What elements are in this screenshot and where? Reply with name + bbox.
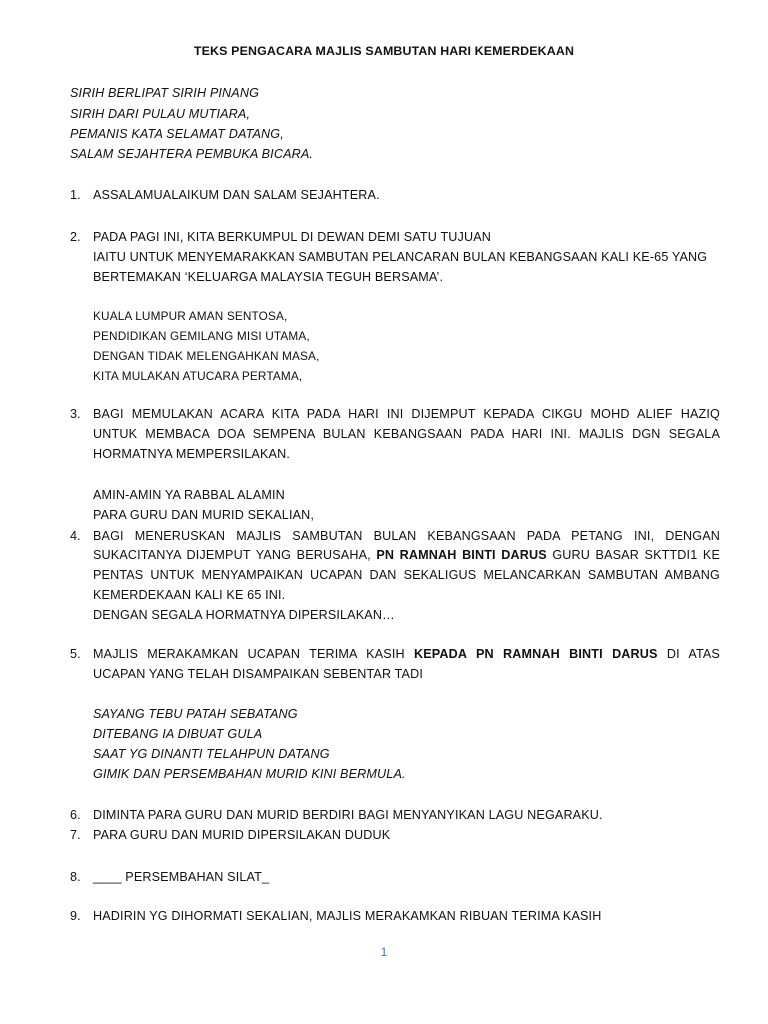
- amin-line: AMIN-AMIN YA RABBAL ALAMIN: [93, 488, 285, 502]
- item-text: HORMATNYA MEMPERSILAKAN.: [93, 447, 290, 461]
- item-text: DIMINTA PARA GURU DAN MURID BERDIRI BAGI MENYANYIKAN LAGU NEGARAKU.: [93, 808, 603, 822]
- item-text: PADA PAGI INI, KITA BERKUMPUL DI DEWAN DEMI SATU TUJUAN: [93, 230, 492, 244]
- item-text: BERTEMAKAN ‘KELUARGA MALAYSIA TEGUH BERSAMA’.: [93, 270, 444, 284]
- verse-line: KUALA LUMPUR AMAN SENTOSA,: [93, 309, 288, 323]
- pantun-line: SIRIH BERLIPAT SIRIH PINANG: [70, 86, 260, 100]
- pantun-line: SAAT YG DINANTI TELAHPUN DATANG: [93, 747, 330, 761]
- item-text: PARA GURU DAN MURID DIPERSILAKAN DUDUK: [93, 828, 391, 842]
- item-number: 9.: [70, 909, 81, 923]
- item-text: GURU BASAR SKTTDI1 KE: [552, 548, 720, 562]
- pantun-line: SIRIH DARI PULAU MUTIARA,: [70, 107, 251, 121]
- verse-line: PENDIDIKAN GEMILANG MISI UTAMA,: [93, 329, 310, 343]
- item-number: 7.: [70, 828, 81, 842]
- amin-line: PARA GURU DAN MURID SEKALIAN,: [93, 508, 315, 522]
- item-text: BAGI MENERUSKAN MAJLIS SAMBUTAN BULAN KEBANGSAAN PADA PETANG INI, DENGAN: [93, 529, 720, 543]
- pantun-line: SALAM SEJAHTERA PEMBUKA BICARA.: [70, 147, 314, 161]
- item-text: BAGI MEMULAKAN ACARA KITA PADA HARI INI DIJEMPUT KEPADA CIKGU MOHD ALIEF HAZIQ: [93, 407, 720, 421]
- item-number: 3.: [70, 407, 81, 421]
- item-text-mixed: [93, 546, 720, 564]
- item-text: DI ATAS: [666, 647, 720, 661]
- item-text: UNTUK MEMBACA DOA SEMPENA BULAN KEBANGSAAN PADA HARI INI. MAJLIS DGN SEGALA: [93, 427, 720, 441]
- item-text: ASSALAMUALAIKUM DAN SALAM SEJAHTERA.: [93, 188, 380, 202]
- item-text: ____ PERSEMBAHAN SILAT_: [93, 870, 270, 884]
- page-number: 1: [380, 945, 388, 959]
- item-number: 4.: [70, 529, 81, 543]
- document-title: TEKS PENGACARA MAJLIS SAMBUTAN HARI KEMERDEKAAN: [193, 44, 575, 58]
- verse-line: KITA MULAKAN ATUCARA PERTAMA,: [93, 369, 303, 383]
- pantun-line: SAYANG TEBU PATAH SEBATANG: [93, 707, 298, 721]
- item-text: PENTAS UNTUK MENYAMPAIKAN UCAPAN DAN SEKALIGUS MELANCARKAN SAMBUTAN AMBANG: [93, 568, 720, 582]
- verse-line: DENGAN TIDAK MELENGAHKAN MASA,: [93, 349, 320, 363]
- item-number: 6.: [70, 808, 81, 822]
- honoree-name: PN RAMNAH BINTI DARUS: [376, 548, 547, 562]
- item-text: KEMERDEKAAN KALI KE 65 INI.: [93, 588, 286, 602]
- item-text-mixed: [93, 645, 720, 663]
- item-number: 2.: [70, 230, 81, 244]
- item-number: 8.: [70, 870, 81, 884]
- pantun-line: DITEBANG IA DIBUAT GULA: [93, 727, 263, 741]
- item-text: HADIRIN YG DIHORMATI SEKALIAN, MAJLIS MERAKAMKAN RIBUAN TERIMA KASIH: [93, 909, 602, 923]
- item-text: MAJLIS MERAKAMKAN UCAPAN TERIMA KASIH: [93, 647, 405, 661]
- item-number: 5.: [70, 647, 81, 661]
- item-text: SUKACITANYA DIJEMPUT YANG BERUSAHA,: [93, 548, 371, 562]
- pantun-line: PEMANIS KATA SELAMAT DATANG,: [70, 127, 284, 141]
- item-text: DENGAN SEGALA HORMATNYA DIPERSILAKAN…: [93, 608, 395, 622]
- pantun-line: GIMIK DAN PERSEMBAHAN MURID KINI BERMULA.: [93, 767, 406, 781]
- item-number: 1.: [70, 188, 81, 202]
- item-text: UCAPAN YANG TELAH DISAMPAIKAN SEBENTAR TADI: [93, 667, 423, 681]
- honoree-name: KEPADA PN RAMNAH BINTI DARUS: [414, 647, 658, 661]
- item-text: IAITU UNTUK MENYEMARAKKAN SAMBUTAN PELANCARAN BULAN KEBANGSAAN KALI KE-65 YANG: [93, 250, 708, 264]
